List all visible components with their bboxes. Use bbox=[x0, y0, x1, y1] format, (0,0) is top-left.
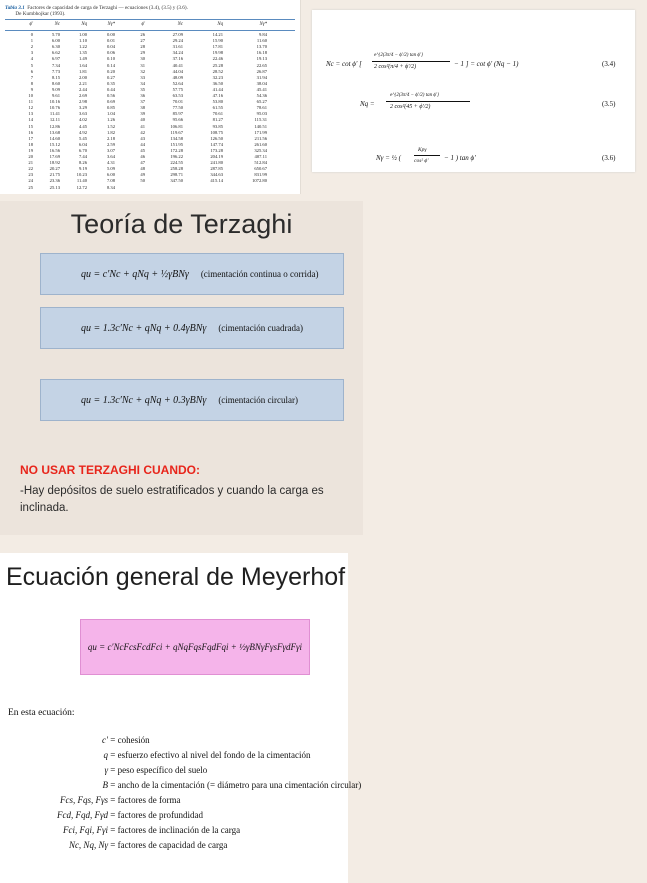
table-cell: 14 bbox=[28, 117, 33, 123]
table-cell: 3.07 bbox=[106, 147, 115, 153]
table-caption-source: De Kumbhojkar (1993). bbox=[15, 11, 66, 17]
eq36-denominator: cos² ϕ' bbox=[414, 158, 429, 164]
definition-row bbox=[8, 825, 240, 835]
table-cell: 2.98 bbox=[78, 99, 87, 105]
table-cell: 46 bbox=[140, 154, 145, 159]
table-cell: 0.69 bbox=[106, 99, 115, 105]
table-cell: 57.75 bbox=[172, 86, 183, 92]
table-cell: 6.30 bbox=[51, 44, 60, 50]
table-cell: 2.00 bbox=[78, 74, 87, 80]
eq36-rhs: − 1 ) tan ϕ' bbox=[444, 154, 476, 162]
table-cell: 18.92 bbox=[49, 160, 60, 166]
table-cell: 7 bbox=[30, 74, 33, 80]
table-cell: 37 bbox=[140, 99, 145, 105]
eq34-numerator: e^{2(3π/4 − ϕ'/2) tan ϕ'} bbox=[374, 53, 424, 58]
table-cell: 31 bbox=[140, 62, 145, 68]
definition-text: = cohesión bbox=[108, 735, 150, 745]
table-cell: 11 bbox=[28, 99, 33, 105]
table-cell: 47.16 bbox=[212, 93, 223, 98]
table-cell: 13 bbox=[28, 111, 33, 117]
table-cell: 47 bbox=[140, 160, 145, 166]
table-cell: 19.98 bbox=[212, 50, 223, 56]
table-cell: 17.81 bbox=[212, 44, 223, 50]
table-cell: 211.56 bbox=[254, 135, 267, 141]
table-cell: 1.10 bbox=[78, 38, 87, 44]
table-cell: 196.22 bbox=[170, 154, 183, 159]
table-header-cell: Nγ* bbox=[259, 22, 267, 27]
table-cell: 8.34 bbox=[106, 184, 115, 190]
table-cell: 204.19 bbox=[210, 154, 223, 159]
table-cell: 151.95 bbox=[170, 141, 183, 147]
definition-text: = ancho de la cimentación (= diámetro para una cimentación circular) bbox=[108, 780, 362, 790]
definition-symbol: Fci, Fqi, Fγi bbox=[62, 825, 108, 835]
table-cell: 8.15 bbox=[51, 74, 60, 80]
definition-row bbox=[8, 780, 361, 790]
table-cell: 26 bbox=[140, 32, 145, 37]
table-cell: 8 bbox=[30, 80, 33, 86]
table-cell: 45 bbox=[140, 147, 145, 153]
table-cell: 261.60 bbox=[254, 141, 267, 147]
table-cell: 95.66 bbox=[172, 117, 183, 123]
table-cell: 0.20 bbox=[106, 68, 115, 74]
table-cell: 63.53 bbox=[172, 93, 183, 98]
table-cell: 22 bbox=[28, 166, 33, 172]
definition-text: = peso específico del suelo bbox=[108, 765, 208, 775]
table-cell: 70.01 bbox=[172, 99, 183, 105]
definition-symbol: c′ bbox=[102, 735, 108, 745]
table-cell: 1.26 bbox=[106, 117, 115, 123]
table-cell: 4.31 bbox=[106, 160, 115, 166]
table-cell: 147.74 bbox=[210, 141, 223, 147]
table-header-cell: Nq bbox=[81, 22, 87, 27]
table-cell: 41 bbox=[140, 123, 145, 129]
table-cell: 52.64 bbox=[172, 80, 183, 86]
table-cell: 15 bbox=[28, 123, 33, 129]
table-cell: 11.60 bbox=[256, 38, 267, 44]
definition-row bbox=[8, 765, 207, 775]
table-cell: 7.73 bbox=[51, 68, 60, 74]
bearing-capacity-table bbox=[0, 0, 301, 194]
table-cell: 42 bbox=[140, 129, 145, 135]
table-cell: 7.08 bbox=[106, 178, 115, 184]
table-cell: 29.24 bbox=[172, 38, 183, 44]
table-cell: 140.51 bbox=[254, 123, 267, 129]
table-cell: 0 bbox=[30, 32, 33, 37]
terzaghi-title: Teoría de Terzaghi bbox=[70, 209, 293, 239]
table-cell: 31.94 bbox=[256, 74, 267, 80]
table-cell: 1.00 bbox=[78, 32, 87, 37]
table-cell: 2.18 bbox=[106, 135, 115, 141]
table-cell: 0.35 bbox=[106, 80, 115, 86]
table-cell: 0.06 bbox=[106, 50, 115, 56]
table-cell: 15.90 bbox=[212, 38, 223, 44]
table-cell: 12.86 bbox=[49, 123, 60, 129]
table-cell: 6 bbox=[30, 68, 33, 74]
table-header-cell: Nc bbox=[177, 22, 183, 27]
table-cell: 49 bbox=[140, 172, 145, 178]
table-cell: 0.56 bbox=[106, 93, 115, 98]
table-cell: 21 bbox=[28, 160, 33, 166]
table-caption bbox=[5, 5, 188, 17]
table-cell: 43 bbox=[140, 135, 145, 141]
table-cell: 2 bbox=[30, 44, 33, 50]
terzaghi-eq-desc: (cimentación cuadrada) bbox=[218, 323, 304, 333]
table-caption-title: Tabla 3.1 bbox=[5, 5, 25, 11]
table-cell: 512.84 bbox=[254, 160, 267, 166]
table-cell: 344.63 bbox=[210, 172, 223, 178]
table-cell: 1 bbox=[30, 38, 33, 44]
table-cell: 6.62 bbox=[51, 50, 60, 56]
table-cell: 650.67 bbox=[254, 166, 267, 172]
table-cell: 8.60 bbox=[51, 80, 60, 86]
table-cell: 16.56 bbox=[49, 147, 60, 153]
table-cell: 119.67 bbox=[170, 129, 183, 135]
terzaghi-eq-formula: qu = 1.3c′Nc + qNq + 0.4γBNγ bbox=[81, 322, 207, 334]
definition-row bbox=[8, 735, 150, 745]
eq34-denominator: 2 cos²(π/4 + ϕ'/2) bbox=[374, 64, 417, 70]
table-cell: 78.61 bbox=[256, 105, 267, 111]
table-cell: 7.34 bbox=[51, 62, 60, 68]
table-cell: 2.69 bbox=[78, 93, 87, 98]
table-cell: 40 bbox=[140, 117, 145, 123]
definition-row bbox=[8, 750, 311, 760]
definition-symbol: q bbox=[103, 750, 108, 760]
eq34-number: (3.4) bbox=[602, 60, 616, 68]
table-header-cell: Nγ* bbox=[107, 22, 115, 27]
table-cell: 5.09 bbox=[106, 166, 115, 172]
table-cell: 30 bbox=[140, 56, 145, 62]
table-cell: 13.68 bbox=[49, 129, 60, 135]
table-cell: 1.04 bbox=[106, 111, 115, 117]
table-cell: 81.27 bbox=[212, 117, 223, 123]
table-cell: 36.50 bbox=[212, 80, 223, 86]
table-cell: 4.02 bbox=[78, 117, 87, 123]
meyerhof-intro: En esta ecuación: bbox=[8, 708, 75, 718]
table-cell: 7.44 bbox=[78, 154, 87, 159]
warning-text: -Hay depósitos de suelo estratificados y cuando la carga es inclinada. bbox=[20, 485, 324, 514]
eq34-fraction-bar bbox=[372, 61, 450, 62]
terzaghi-eq-square bbox=[40, 307, 344, 349]
definition-text: = factores de inclinación de la carga bbox=[108, 825, 241, 835]
table-cell: 41.44 bbox=[212, 86, 223, 92]
table-cell: 1.81 bbox=[78, 68, 87, 74]
table-cell: 126.50 bbox=[210, 135, 223, 141]
table-cell: 11.40 bbox=[76, 178, 87, 184]
terzaghi-eq-continuous bbox=[40, 253, 344, 295]
table-cell: 258.28 bbox=[170, 166, 183, 172]
table-cell: 407.11 bbox=[254, 154, 267, 159]
table-cell: 9.61 bbox=[51, 93, 60, 98]
table-cell: 0.04 bbox=[106, 44, 115, 50]
table-cell: 32 bbox=[140, 68, 145, 74]
table-cell: 2.21 bbox=[78, 80, 87, 86]
definition-symbol: γ bbox=[104, 765, 108, 775]
table-cell: 347.50 bbox=[170, 178, 183, 184]
definition-symbol: B bbox=[102, 780, 108, 790]
table-header-cell: Nc bbox=[54, 22, 60, 27]
table-cell: 31.61 bbox=[172, 44, 183, 50]
table-cell: 29 bbox=[140, 50, 145, 56]
table-cell: 65.27 bbox=[256, 99, 267, 105]
table-cell: 8.26 bbox=[78, 160, 87, 166]
eq35-lhs: Nq = bbox=[360, 100, 375, 108]
table-cell: 0.01 bbox=[106, 38, 115, 44]
table-cell: 35 bbox=[140, 86, 145, 92]
table-cell: 14.21 bbox=[212, 32, 223, 37]
table-cell: 9.09 bbox=[51, 86, 60, 92]
table-cell: 38.04 bbox=[256, 80, 267, 86]
definition-text: = esfuerzo efectivo al nivel del fondo de la cimentación bbox=[108, 750, 311, 760]
table-cell: 4 bbox=[30, 56, 33, 62]
table-cell: 12 bbox=[28, 105, 33, 111]
table-cell: 173.28 bbox=[210, 147, 223, 153]
warning-title: NO USAR TERZAGHI CUANDO: bbox=[20, 463, 200, 477]
eq36-numerator: Kpγ bbox=[418, 147, 427, 153]
table-cell: 22.65 bbox=[256, 62, 267, 68]
table-cell: 5.45 bbox=[78, 135, 87, 141]
definition-symbol: Fcs, Fqs, Fγs bbox=[59, 795, 108, 805]
table-cell: 298.71 bbox=[170, 172, 183, 178]
eq36-number: (3.6) bbox=[602, 154, 616, 162]
table-cell: 1.35 bbox=[78, 50, 87, 56]
table-cell: 23 bbox=[28, 172, 33, 178]
table-cell: 5 bbox=[30, 62, 33, 68]
table-cell: 0.85 bbox=[106, 105, 115, 111]
table-cell: 95.03 bbox=[256, 111, 267, 117]
table-header-cell: ϕ' bbox=[29, 22, 33, 27]
meyerhof-slide bbox=[0, 553, 362, 883]
table-cell: 6.00 bbox=[51, 38, 60, 44]
definition-text: = factores de profundidad bbox=[108, 810, 204, 820]
table-cell: 3.29 bbox=[78, 105, 87, 111]
table-cell: 37.16 bbox=[172, 56, 183, 62]
table-cell: 6.97 bbox=[51, 56, 60, 62]
table-cell: 28 bbox=[140, 44, 145, 50]
meyerhof-equation: qu = c′NcFcsFcdFci + qNqFqsFqdFqi + ½γBNγFγsFγdFγi bbox=[87, 642, 303, 652]
table-cell: 9 bbox=[30, 86, 33, 92]
eq35-numerator: e^{2(3π/4 − ϕ'/2) tan ϕ'} bbox=[390, 93, 440, 98]
eq36-fraction-bar bbox=[414, 155, 440, 156]
table-cell: 2.59 bbox=[106, 141, 115, 147]
table-cell: 44 bbox=[140, 141, 145, 147]
table-cell: 831.99 bbox=[254, 172, 267, 178]
table-cell: 0.10 bbox=[106, 56, 115, 62]
table-cell: 25 bbox=[28, 184, 33, 190]
table-cell: 106.81 bbox=[170, 123, 183, 129]
terzaghi-eq-desc: (cimentación circular) bbox=[218, 395, 299, 405]
meyerhof-title: Ecuación general de Meyerhof bbox=[6, 563, 346, 591]
table-cell: 10 bbox=[28, 93, 33, 98]
table-cell: 224.55 bbox=[170, 160, 183, 166]
table-cell: 1.22 bbox=[78, 44, 87, 50]
table-cell: 241.80 bbox=[210, 160, 223, 166]
definition-text: = factores de forma bbox=[108, 795, 181, 805]
eq35-denominator: 2 cos²(45 + ϕ'/2) bbox=[390, 104, 431, 110]
table-cell: 17.69 bbox=[49, 154, 60, 159]
table-cell: 6.04 bbox=[78, 141, 87, 147]
eq34-rhs: − 1 ] = cot ϕ' (Nq − 1) bbox=[454, 60, 519, 68]
table-cell: 171.99 bbox=[254, 129, 267, 135]
table-cell: 3.64 bbox=[106, 154, 115, 159]
table-cell: 20 bbox=[28, 154, 33, 159]
table-cell: 54.36 bbox=[256, 93, 267, 98]
table-cell: 25.28 bbox=[212, 62, 223, 68]
table-cell: 10.76 bbox=[49, 105, 60, 111]
table-cell: 108.75 bbox=[210, 129, 223, 135]
table-cell: 287.85 bbox=[210, 166, 223, 172]
table-cell: 48 bbox=[140, 166, 145, 172]
formula-card bbox=[312, 10, 635, 172]
definition-text: = factores de capacidad de carga bbox=[108, 840, 228, 850]
table-cell: 0.14 bbox=[106, 62, 115, 68]
table-cell: 23.36 bbox=[49, 178, 60, 184]
table-cell: 20.27 bbox=[49, 166, 60, 172]
table-cell: 115.31 bbox=[254, 117, 267, 123]
table-cell: 16 bbox=[28, 129, 33, 135]
terzaghi-factor-formulas bbox=[302, 0, 647, 194]
table-cell: 77.50 bbox=[172, 105, 183, 111]
table-cell: 11.41 bbox=[49, 111, 60, 117]
table-cell: 61.55 bbox=[212, 105, 223, 111]
table-cell: 4.45 bbox=[78, 123, 87, 129]
table-cell: 13.70 bbox=[256, 44, 267, 50]
table-header-cell: ϕ' bbox=[141, 22, 145, 27]
table-header bbox=[5, 19, 295, 31]
table-cell: 38 bbox=[140, 105, 145, 111]
table-cell: 12.72 bbox=[76, 184, 87, 190]
terzaghi-eq-formula: qu = 1.3c′Nc + qNq + 0.3γBNγ bbox=[81, 394, 207, 406]
table-cell: 10.23 bbox=[76, 172, 87, 178]
table-cell: 19 bbox=[28, 147, 33, 153]
table-cell: 3 bbox=[30, 50, 33, 56]
table-cell: 325.34 bbox=[254, 147, 267, 153]
table-cell: 2.44 bbox=[78, 86, 87, 92]
table-cell: 40.41 bbox=[172, 62, 183, 68]
table-cell: 1.64 bbox=[78, 62, 87, 68]
table-cell: 39 bbox=[140, 111, 145, 117]
table-cell: 34 bbox=[140, 80, 145, 86]
table-cell: 32.23 bbox=[212, 74, 223, 80]
table-cell: 36 bbox=[140, 93, 145, 98]
table-cell: 44.04 bbox=[172, 68, 183, 74]
table-cell: 9.84 bbox=[258, 32, 267, 37]
table-cell: 19.13 bbox=[256, 56, 267, 62]
table-cell: 34.24 bbox=[172, 50, 183, 56]
definition-row bbox=[8, 810, 203, 820]
table-cell: 21.75 bbox=[49, 172, 60, 178]
table-cell: 415.14 bbox=[210, 178, 223, 184]
terzaghi-slide bbox=[0, 201, 363, 535]
table-cell: 16.18 bbox=[256, 50, 267, 56]
eq35-number: (3.5) bbox=[602, 100, 616, 108]
table-cell: 27.09 bbox=[172, 32, 183, 37]
table-cell: 70.61 bbox=[212, 111, 223, 117]
table-cell: 1.49 bbox=[78, 56, 87, 62]
table-cell: 3.63 bbox=[78, 111, 87, 117]
table-cell: 10.16 bbox=[49, 99, 60, 105]
definition-symbol: Nc, Nq, Nγ bbox=[68, 840, 108, 850]
table-cell: 25.13 bbox=[49, 184, 60, 190]
table-cell: 45.41 bbox=[256, 86, 267, 92]
terzaghi-eq-circular bbox=[40, 379, 344, 421]
table-cell: 134.58 bbox=[170, 135, 183, 141]
table-cell: 85.97 bbox=[172, 111, 183, 117]
table-cell: 53.80 bbox=[212, 99, 223, 105]
eq34-lhs: Nc = cot ϕ' [ bbox=[326, 60, 362, 68]
table-caption-text: Factores de capacidad de carga de Terzaghi — ecuaciones (3.4), (3.5) y (3.6). bbox=[27, 5, 188, 11]
eq35-fraction-bar bbox=[386, 101, 470, 102]
table-cell: 9.19 bbox=[78, 166, 87, 172]
eq36-lhs: Nγ = ½ ( bbox=[376, 154, 401, 162]
table-cell: 18 bbox=[28, 141, 33, 147]
table-cell: 14.60 bbox=[49, 135, 60, 141]
definition-row bbox=[8, 795, 181, 805]
table-cell: 1.52 bbox=[106, 123, 115, 129]
table-cell: 6.70 bbox=[78, 147, 87, 153]
table-cell: 48.09 bbox=[172, 74, 183, 80]
table-cell: 15.12 bbox=[49, 141, 60, 147]
table-cell: 33 bbox=[140, 74, 145, 80]
table-header-cell: Nq bbox=[217, 22, 223, 27]
table-cell: 27 bbox=[140, 38, 145, 44]
table-cell: 5.70 bbox=[51, 32, 60, 37]
table-cell: 22.46 bbox=[212, 56, 223, 62]
definition-row bbox=[8, 840, 227, 850]
table-cell: 172.28 bbox=[170, 147, 183, 153]
table-cell: 1.82 bbox=[106, 129, 115, 135]
meyerhof-equation-box bbox=[80, 619, 310, 675]
table-cell: 4.92 bbox=[78, 129, 87, 135]
table-cell: 0.27 bbox=[106, 74, 115, 80]
table-cell: 24 bbox=[28, 178, 33, 184]
table-cell: 50 bbox=[140, 178, 145, 184]
table-cell: 93.85 bbox=[212, 123, 223, 129]
table-cell: 28.52 bbox=[212, 68, 223, 74]
terzaghi-eq-formula: qu = c′Nc + qNq + ½γBNγ bbox=[81, 268, 189, 280]
table-cell: 0.00 bbox=[106, 32, 115, 37]
terzaghi-eq-desc: (cimentación continua o corrida) bbox=[200, 269, 319, 279]
table-cell: 1072.80 bbox=[252, 178, 267, 184]
table-cell: 17 bbox=[28, 135, 33, 141]
table-cell: 12.11 bbox=[49, 117, 60, 123]
table-cell: 26.87 bbox=[256, 68, 267, 74]
definition-symbol: Fcd, Fqd, Fγd bbox=[56, 810, 108, 820]
table-cell: 6.00 bbox=[106, 172, 115, 178]
table-cell: 0.44 bbox=[106, 86, 115, 92]
